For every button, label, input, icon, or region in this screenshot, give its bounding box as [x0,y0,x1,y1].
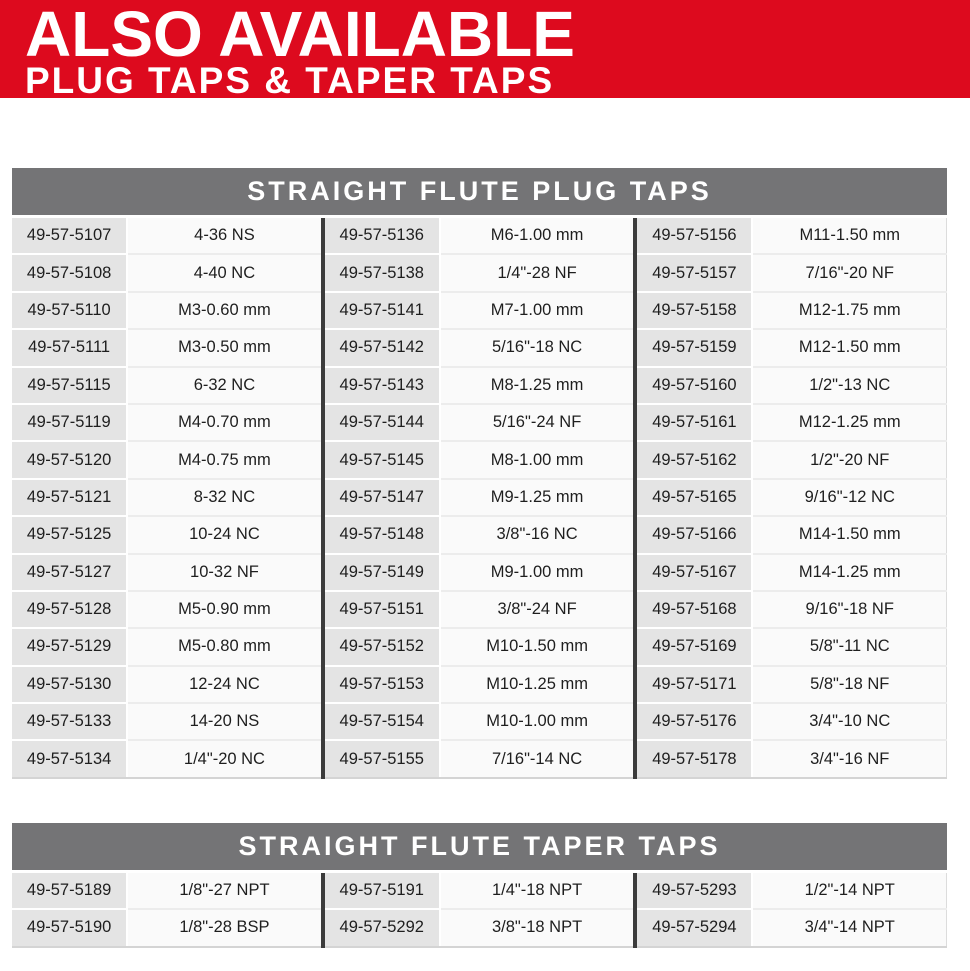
catalog-number-cell: 49-57-5145 [323,441,440,478]
catalog-number-cell: 49-57-5108 [12,254,127,291]
thread-size-cell: 7/16"-20 NF [752,254,946,291]
catalog-number-cell: 49-57-5119 [12,404,127,441]
catalog-number-cell: 49-57-5191 [323,873,440,909]
catalog-number-cell: 49-57-5110 [12,292,127,329]
table-row [12,554,947,591]
thread-size-cell: 5/16"-24 NF [440,404,635,441]
catalog-number-cell: 49-57-5147 [323,479,440,516]
table-row [12,628,947,665]
table-row [12,666,947,703]
thread-size-cell: 3/8"-18 NPT [440,909,635,946]
catalog-number-cell: 49-57-5143 [323,367,440,404]
catalog-number-cell: 49-57-5141 [323,292,440,329]
catalog-number-cell: 49-57-5159 [635,329,752,366]
banner-subtitle: PLUG TAPS & TAPER TAPS [25,60,555,98]
catalog-number-cell: 49-57-5115 [12,367,127,404]
catalog-number-cell: 49-57-5178 [635,740,752,777]
catalog-number-cell: 49-57-5190 [12,909,127,946]
thread-size-cell: M5-0.90 mm [127,591,322,628]
catalog-number-cell: 49-57-5161 [635,404,752,441]
thread-size-cell: 4-36 NS [127,218,322,254]
thread-size-cell: 1/4"-20 NC [127,740,322,777]
table-row [12,740,947,777]
taper-taps-section [12,823,947,948]
thread-size-cell: 1/4"-28 NF [440,254,635,291]
thread-size-cell: M4-0.70 mm [127,404,322,441]
catalog-number-cell: 49-57-5153 [323,666,440,703]
catalog-number-cell: 49-57-5154 [323,703,440,740]
catalog-number-cell: 49-57-5168 [635,591,752,628]
plug-taps-table [12,218,947,779]
thread-size-cell: 5/16"-18 NC [440,329,635,366]
thread-size-cell: 3/4"-10 NC [752,703,946,740]
thread-size-cell: M3-0.60 mm [127,292,322,329]
catalog-number-cell: 49-57-5166 [635,516,752,553]
thread-size-cell: M4-0.75 mm [127,441,322,478]
thread-size-cell: 5/8"-11 NC [752,628,946,665]
thread-size-cell: 3/4"-14 NPT [752,909,946,946]
thread-size-cell: M10-1.25 mm [440,666,635,703]
taper-taps-table-title: STRAIGHT FLUTE TAPER TAPS [12,823,947,870]
catalog-number-cell: 49-57-5165 [635,479,752,516]
thread-size-cell: 1/4"-18 NPT [440,873,635,909]
thread-size-cell: 9/16"-18 NF [752,591,946,628]
banner-title: ALSO AVAILABLE [25,0,575,70]
thread-size-cell: M10-1.00 mm [440,703,635,740]
table-row [12,404,947,441]
catalog-number-cell: 49-57-5138 [323,254,440,291]
thread-size-cell: M10-1.50 mm [440,628,635,665]
thread-size-cell: M3-0.50 mm [127,329,322,366]
catalog-number-cell: 49-57-5292 [323,909,440,946]
catalog-number-cell: 49-57-5293 [635,873,752,909]
thread-size-cell: 9/16"-12 NC [752,479,946,516]
plug-taps-table-title: STRAIGHT FLUTE PLUG TAPS [12,168,947,215]
catalog-number-cell: 49-57-5134 [12,740,127,777]
catalog-number-cell: 49-57-5169 [635,628,752,665]
plug-taps-section [12,168,947,779]
table-row [12,254,947,291]
catalog-number-cell: 49-57-5189 [12,873,127,909]
catalog-number-cell: 49-57-5149 [323,554,440,591]
thread-size-cell: M14-1.50 mm [752,516,946,553]
thread-size-cell: 4-40 NC [127,254,322,291]
thread-size-cell: M8-1.00 mm [440,441,635,478]
catalog-number-cell: 49-57-5167 [635,554,752,591]
thread-size-cell: 1/2"-13 NC [752,367,946,404]
catalog-number-cell: 49-57-5294 [635,909,752,946]
catalog-number-cell: 49-57-5162 [635,441,752,478]
thread-size-cell: 5/8"-18 NF [752,666,946,703]
thread-size-cell: 1/8"-27 NPT [127,873,322,909]
table-row [12,329,947,366]
thread-size-cell: M12-1.25 mm [752,404,946,441]
thread-size-cell: 3/8"-24 NF [440,591,635,628]
catalog-number-cell: 49-57-5151 [323,591,440,628]
thread-size-cell: 6-32 NC [127,367,322,404]
thread-size-cell: 8-32 NC [127,479,322,516]
catalog-number-cell: 49-57-5121 [12,479,127,516]
thread-size-cell: M11-1.50 mm [752,218,946,254]
table-row [12,367,947,404]
table-row [12,909,947,946]
thread-size-cell: M7-1.00 mm [440,292,635,329]
catalog-number-cell: 49-57-5133 [12,703,127,740]
thread-size-cell: 3/4"-16 NF [752,740,946,777]
catalog-number-cell: 49-57-5128 [12,591,127,628]
table-row [12,292,947,329]
catalog-number-cell: 49-57-5156 [635,218,752,254]
catalog-number-cell: 49-57-5176 [635,703,752,740]
table-row [12,591,947,628]
thread-size-cell: M5-0.80 mm [127,628,322,665]
catalog-number-cell: 49-57-5142 [323,329,440,366]
thread-size-cell: 10-24 NC [127,516,322,553]
table-row [12,218,947,254]
thread-size-cell: 1/8"-28 BSP [127,909,322,946]
catalog-number-cell: 49-57-5152 [323,628,440,665]
catalog-number-cell: 49-57-5157 [635,254,752,291]
thread-size-cell: 14-20 NS [127,703,322,740]
thread-size-cell: M12-1.75 mm [752,292,946,329]
thread-size-cell: M12-1.50 mm [752,329,946,366]
table-row [12,873,947,909]
catalog-number-cell: 49-57-5127 [12,554,127,591]
catalog-number-cell: 49-57-5144 [323,404,440,441]
thread-size-cell: 1/2"-14 NPT [752,873,946,909]
thread-size-cell: M8-1.25 mm [440,367,635,404]
catalog-number-cell: 49-57-5125 [12,516,127,553]
thread-size-cell: 10-32 NF [127,554,322,591]
table-row [12,479,947,516]
catalog-number-cell: 49-57-5155 [323,740,440,777]
catalog-number-cell: 49-57-5111 [12,329,127,366]
thread-size-cell: M6-1.00 mm [440,218,635,254]
thread-size-cell: M9-1.00 mm [440,554,635,591]
thread-size-cell: M9-1.25 mm [440,479,635,516]
catalog-number-cell: 49-57-5148 [323,516,440,553]
catalog-number-cell: 49-57-5136 [323,218,440,254]
thread-size-cell: M14-1.25 mm [752,554,946,591]
thread-size-cell: 1/2"-20 NF [752,441,946,478]
catalog-number-cell: 49-57-5158 [635,292,752,329]
catalog-number-cell: 49-57-5107 [12,218,127,254]
catalog-number-cell: 49-57-5129 [12,628,127,665]
table-row [12,516,947,553]
catalog-number-cell: 49-57-5160 [635,367,752,404]
thread-size-cell: 3/8"-16 NC [440,516,635,553]
promo-banner [0,0,970,98]
taper-taps-table [12,873,947,948]
thread-size-cell: 7/16"-14 NC [440,740,635,777]
catalog-number-cell: 49-57-5171 [635,666,752,703]
table-row [12,703,947,740]
catalog-number-cell: 49-57-5130 [12,666,127,703]
table-row [12,441,947,478]
thread-size-cell: 12-24 NC [127,666,322,703]
catalog-number-cell: 49-57-5120 [12,441,127,478]
